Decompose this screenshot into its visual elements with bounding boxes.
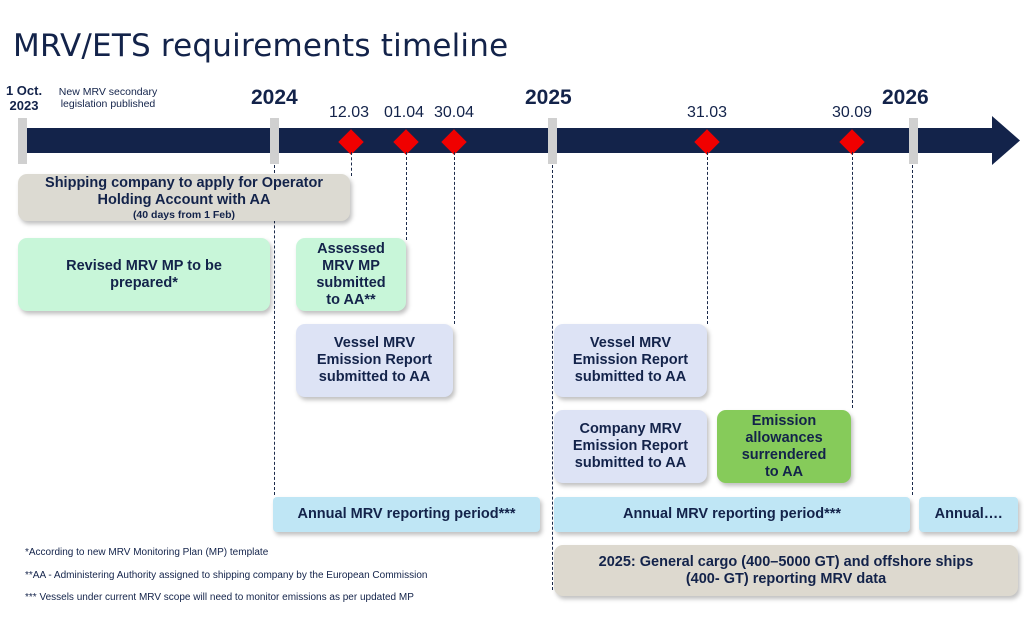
tick-2024 — [270, 118, 279, 164]
footnote-2: **AA - Administering Authority assigned to shipping company by the European Commission — [25, 570, 428, 581]
footnote-3: *** Vessels under current MRV scope will need to monitor emissions as per updated MP — [25, 592, 414, 603]
year-2026: 2026 — [882, 86, 929, 109]
allowances-box — [717, 410, 851, 483]
connector-31-03 — [707, 152, 708, 324]
annual-period-1-text: Annual MRV reporting period*** — [297, 506, 516, 522]
start-note: New MRV secondary legislation published — [58, 86, 158, 110]
cargo-note-text: 2025: General cargo (400–5000 GT) and offshore ships (400- GT) reporting MRV data — [598, 553, 974, 587]
connector-30-09 — [852, 152, 853, 408]
revised-mp-box — [18, 238, 270, 311]
timeline-arrowhead — [992, 116, 1020, 165]
vessel-report-2024-text: Vessel MRV Emission Report submitted to AA — [316, 335, 433, 385]
date-31-03: 31.03 — [686, 104, 728, 121]
company-report-box — [554, 410, 707, 483]
footnote-1: *According to new MRV Monitoring Plan (MP) template — [25, 547, 269, 558]
annual-period-3-text: Annual…. — [934, 506, 1003, 522]
operator-account-text: Shipping company to apply for Operator Holding Account with AA — [45, 174, 323, 208]
annual-period-2-text: Annual MRV reporting period*** — [622, 506, 842, 522]
annual-period-3 — [919, 497, 1018, 532]
connector-2025 — [552, 165, 553, 590]
annual-period-2 — [554, 497, 910, 532]
date-30-04: 30.04 — [433, 104, 475, 121]
year-2025: 2025 — [525, 86, 572, 109]
vessel-report-2025-text: Vessel MRV Emission Report submitted to AA — [572, 335, 689, 385]
operator-account-subtext: (40 days from 1 Feb) — [132, 208, 236, 221]
assessed-mp-text: Assessed MRV MP submitted to AA** — [316, 240, 386, 308]
annual-period-1 — [273, 497, 540, 532]
tick-2026 — [909, 118, 918, 164]
vessel-report-2024-box — [296, 324, 453, 397]
connector-2026 — [912, 165, 913, 495]
operator-account-box — [18, 174, 350, 221]
tick-start — [18, 118, 27, 164]
year-2024: 2024 — [251, 86, 298, 109]
assessed-mp-box — [296, 238, 406, 311]
allowances-text: Emission allowances surrendered to AA — [741, 412, 827, 480]
page-title: MRV/ETS requirements timeline — [13, 28, 509, 64]
start-date: 1 Oct. 2023 — [5, 83, 43, 113]
connector-12-03 — [351, 152, 352, 176]
connector-30-04 — [454, 152, 455, 324]
tick-2025 — [548, 118, 557, 164]
date-01-04: 01.04 — [383, 104, 425, 121]
revised-mp-text: Revised MRV MP to be prepared* — [66, 257, 222, 291]
cargo-note-box — [554, 545, 1018, 596]
vessel-report-2025-box — [554, 324, 707, 397]
date-12-03: 12.03 — [328, 104, 370, 121]
company-report-text: Company MRV Emission Report submitted to AA — [572, 421, 689, 471]
connector-01-04 — [406, 152, 407, 240]
date-30-09: 30.09 — [831, 104, 873, 121]
